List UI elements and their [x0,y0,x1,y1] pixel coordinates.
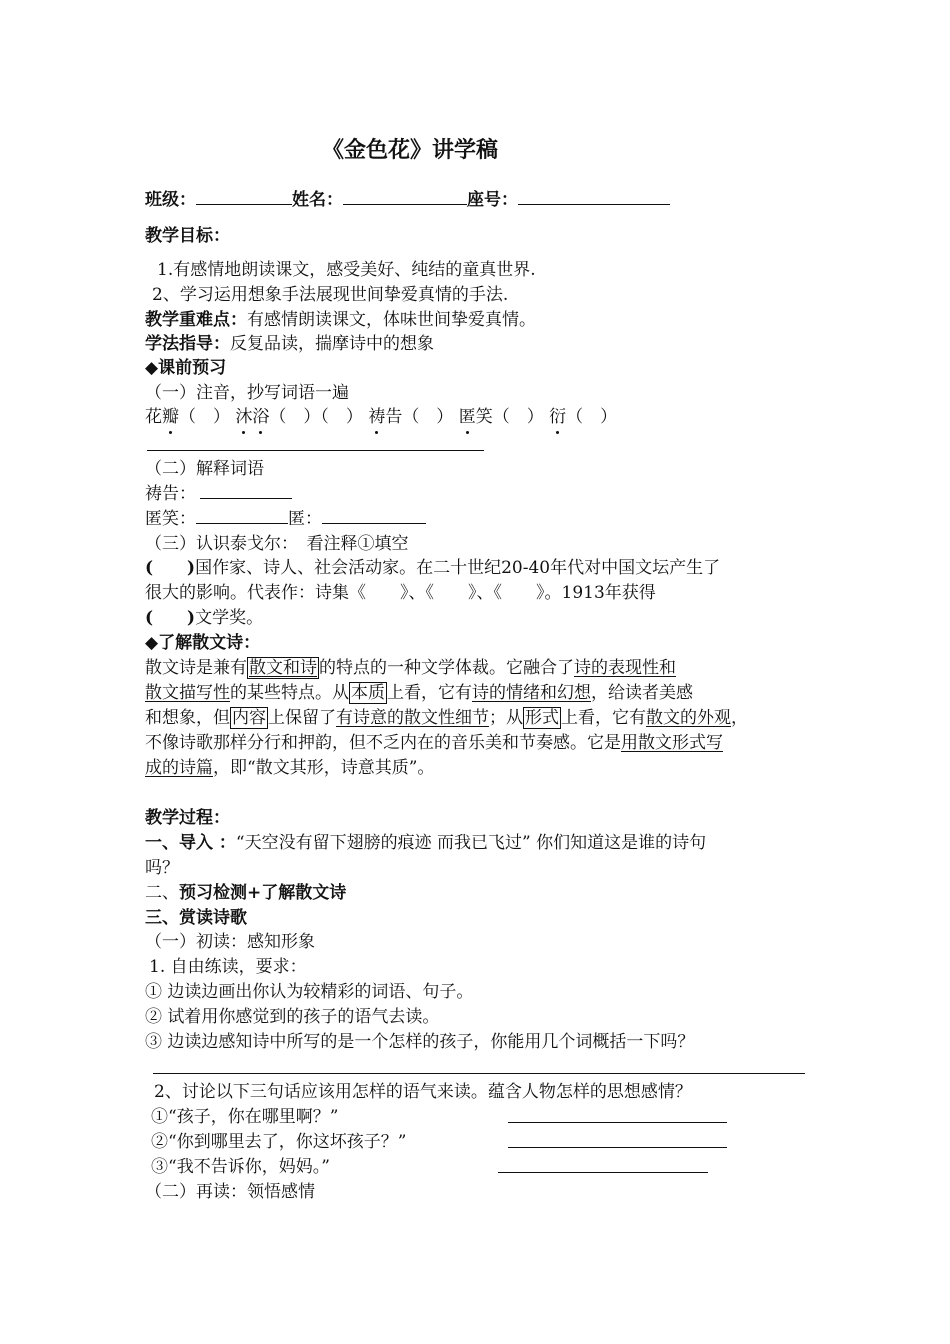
tagore-text: 国作家、诗人、社会活动家。在二十世纪20-40年代对中国文坛产生了 [195,558,721,578]
prose-line-2 [145,681,693,705]
method-text: 反复品读，揣摩诗中的想象 [230,334,434,354]
step-1-cont: 吗？ [145,858,179,878]
page-title: 《金色花》讲学稿 [322,137,499,163]
prose-underlined: 成的诗篇 [145,758,213,778]
key-label: 教学重难点： [145,310,247,330]
seat-label: 座号： [467,190,518,210]
prose-boxed: 本质 [351,683,385,703]
define-label: 祷告： [145,484,196,504]
sub-1-1: 1. 自由练读，要求： [149,957,307,977]
tagore-line-1 [145,556,720,580]
tone-3: ③“我不告诉你，妈妈。” [151,1157,330,1177]
define-label: 匿笑： [145,509,196,529]
tone-1-answer[interactable] [508,1122,727,1123]
prose-text: 上看，它有 [561,708,646,728]
goals-heading: 教学目标： [145,226,230,246]
word-char: 笑 [475,407,493,427]
prose-text: ， [731,708,748,728]
word-char-dotted: 浴 [252,407,270,427]
tone-1: ①“孩子，你在哪里啊？” [151,1107,339,1127]
prose-text: 散文诗是兼有 [145,658,247,678]
define-row-1 [145,482,292,506]
student-info-row [145,188,670,212]
fill-blank[interactable]: ( ) [145,608,196,628]
prose-line-4 [145,731,723,755]
pinyin-blank[interactable]: （ ） [179,407,230,427]
tone-2-answer[interactable] [508,1147,727,1148]
requirement-3: ③ 边读边感知诗中所写的是一个怎样的孩子，你能用几个词概括一下吗？ [145,1032,695,1052]
word-char: 花 [145,407,162,427]
method-guide [145,332,434,356]
key-text: 有感情朗读课文，体味世间挚爱真情。 [247,310,536,330]
pinyin-words-row [145,405,617,429]
prose-text: ，给读者美感 [591,683,693,703]
tone-3-answer[interactable] [498,1172,708,1173]
prose-boxed: 散文和诗 [249,658,317,678]
goal-item-2: 2、学习运用想象手法展现世间挚爱真情的手法. [152,285,509,305]
prose-underlined: 有诗意的散文性细节 [336,708,489,728]
prose-heading: ◆了解散文诗： [145,633,261,653]
prose-underlined: 用散文形式写 [621,733,723,753]
step-text: 你们知道这是谁的诗句 [530,833,707,853]
word-char-dotted: 沐 [235,407,253,427]
prose-underlined: 散文描写性 [145,683,230,703]
requirement-2: ② 试着用你感觉到的孩子的语气去读。 [145,1007,440,1027]
preview-heading: ◆课前预习 [145,358,227,378]
prose-text: 和想象，但 [145,708,230,728]
prose-text: 上保留了 [268,708,336,728]
tagore-line-3 [145,606,263,630]
name-label: 姓名： [292,190,343,210]
step-3: 三、赏读诗歌 [145,908,247,928]
prose-underlined: 诗的情绪和幻想 [472,683,591,703]
prose-text: 的某些特点。从 [230,683,349,703]
define-field[interactable] [200,482,292,499]
step-2 [145,881,346,905]
copy-words-line[interactable] [147,450,484,451]
define-field[interactable] [196,507,288,524]
prose-line-3 [145,706,748,730]
prose-underlined: 诗的表现性和 [574,658,676,678]
goal-item-1: 1.有感情地朗读课文，感受美好、纯结的童真世界. [157,260,536,280]
step-1 [145,831,706,855]
prose-line-5 [145,756,434,780]
tagore-text: 文学奖。 [195,608,264,628]
prose-line-1 [145,656,676,680]
word-char-dotted: 瓣 [162,407,179,427]
name-field[interactable] [343,188,467,205]
prose-boxed: 形式 [525,708,559,728]
define-field[interactable] [322,507,426,524]
class-field[interactable] [196,188,292,205]
seat-field[interactable] [518,188,670,205]
prose-underlined: 散文的外观 [646,708,731,728]
step-quote: “天空没有留下翅膀的痕迹 而我已飞过” [235,833,531,853]
key-points [145,308,536,332]
question-2: 2、讨论以下三句话应该用怎样的语气来读。蕴含人物怎样的思想感情？ [154,1082,692,1102]
word-char-dotted: 衍 [549,407,567,427]
step-label: 二、 [145,883,179,903]
pinyin-blank[interactable]: （ ） [402,407,454,427]
step-text: 预习检测+了解散文诗 [179,883,347,903]
define-label: 匿： [288,509,322,529]
prose-text: ；从 [489,708,523,728]
sub-2: （二）再读：领悟感情 [145,1182,315,1202]
define-row-2 [145,507,426,531]
tagore-line-2: 很大的影响。代表作：诗集《 》、《 》、《 》。1913年获得 [145,583,656,603]
prose-text: 的特点的一种文学体裁。它融合了 [319,658,574,678]
preview-part2: （二）解释词语 [145,459,264,479]
word-char: 告 [385,407,403,427]
class-label: 班级： [145,190,196,210]
step-label: 一、导入 ： [145,833,236,853]
pinyin-blank[interactable]: （ ） [492,407,544,427]
preview-part3: （三）认识泰戈尔： 看注释①填空 [145,534,409,554]
answer-line[interactable] [153,1073,805,1074]
sub-1: （一）初读：感知形象 [145,932,315,952]
requirement-1: ① 边读边画出你认为较精彩的词语、句子。 [145,982,474,1002]
process-heading: 教学过程： [145,808,230,828]
pinyin-blank[interactable]: （ ）（ ） [269,407,363,427]
fill-blank[interactable]: ( ) [145,558,196,578]
word-char-dotted: 匿 [458,407,476,427]
method-label: 学法指导： [145,334,230,354]
prose-text: ，即“散文其形，诗意其质”。 [213,758,435,778]
prose-boxed: 内容 [232,708,266,728]
tone-2: ②“你到哪里去了，你这坏孩子？” [151,1132,407,1152]
prose-text: 上看，它有 [387,683,472,703]
prose-text: 不像诗歌那样分行和押韵，但不乏内在的音乐美和节奏感。它是 [145,733,621,753]
word-char-dotted: 祷 [368,407,386,427]
pinyin-blank[interactable]: （ ） [566,407,618,427]
preview-part1: （一）注音，抄写词语一遍 [145,383,349,403]
